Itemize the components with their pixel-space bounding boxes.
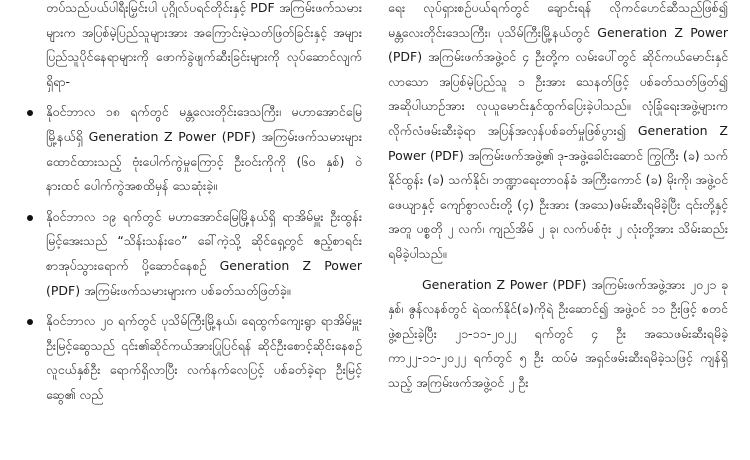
list-item-text: နိုဝင်ဘာလ ၁၉ ရက်တွင် မဟာအောင်မြေမြို့နယ်ရှိ ရာအိမ်မှူး ဦးထွန်းမြင့်အေးသည် “သိန်းသန်းဝေ” ခေါ်ကဲ့သို့ ဆိုင်ရှေ့တွင် ဧည့်စာရင်းစာအုပ်သွားရောက် ပို့ဆောင်နေစဉ် Generation Z Power (PDF) အကြမ်းဖက်သမားများက ပစ်ခတ်သတ်ဖြတ်ခဲ့။ (46, 208, 362, 298)
bullet-icon (27, 110, 33, 116)
list-item (24, 309, 362, 407)
incident-list (24, 100, 362, 407)
body-paragraph: Generation Z Power (PDF) အကြမ်းဖက်အဖွဲ့အား ၂၀၂၁ ခုနှစ်၊ ဇွန်လနစ်တွင် ရဲထက်နိုင်(ခ)ကိုရဲ ဦးဆောင်၍ အဖွဲ့ဝင် ၁၁ ဦးဖြင့် စတင်ဖွဲ့စည်းခဲ့ပြီး ၂၁-၁၁-၂၀၂၂ ရက်တွင် ၄ ဦး အသေဖမ်းဆီးရမိခဲ့ကာ၂၂-၁၁-၂၀၂၂ ရက်တွင် ၅ ဦး ထပ်မံ အရှင်ဖမ်းဆီးရမိခဲ့သဖြင့် ကျန်ရှိသည့် အကြမ်းဖက်အဖွဲ့ဝင် ၂ ဦး (388, 276, 728, 390)
body-paragraph: ရေး လုပ်ရှားစဉ်ပယ်ရက်တွင် ချောင်းရန် လိုကင်ပောင်ဆီသည်ဖြစ်၍ မန္တလေးတိုင်းဒေသကြီး၊ ပုသိမ်ကြီးမြို့နယ်တွင် Generation Z Power (PDF) အကြမ်းဖက်အဖွဲ့ဝင် ၄ ဦးတို့က လမ်းပေါ်တွင် ဆိုင်ကယ်မောင်းနှင်လာသော အပြစ်မဲ့ပြည်သူ ၁ ဦးအား သေနတ်ဖြင့် ပစ်ခတ်သတ်ဖြတ်၍ အဆိုပါယာဉ်အား လုယူမောင်းနှင်ထွက်ပြေးခဲ့ပါသည်။ လုံခြုံရေးအဖွဲ့များက လိုက်လံဖမ်းဆီးခဲ့ရာ အပြန်အလှန်ပစ်ခတ်မှုဖြစ်ပွား၍ Generation Z Power (PDF) အကြမ်းဖက်အဖွဲ့၏ ဒု-အဖွဲ့ခေါင်းဆောင် ကြွကြီး (ခ) သက်နိုင်ထွန်း (ခ) သက်နိုင်၊ ဘဏ္ဍာရေးတာဝန်ခံ အကြီးကောင် (ခ) မိုးကို၊ အဖွဲ့ဝင် ဖေယျာနှင့် ကျော်စွာလင်းတို့ (၄) ဦးအား (အသေ)ဖမ်းဆီးရမိခဲ့ပြီး ၎င်းတို့နှင့်အတူ ပစ္စတို ၂ လက်၊ ကျည်အိမ် ၂ ခု၊ လက်ပစ်ဗုံး ၂ လုံးတို့အား သိမ်းဆည်းရမိခဲ့ပါသည်။ (388, 0, 728, 261)
right-column (388, 0, 728, 396)
bullet-icon (27, 215, 33, 221)
intro-paragraph: တပ်သည်ပယ်ပါရီးမြှင်းပါ ပုဂ္ဂိုလ်ပရင်တိုင်းနှင့် PDF အကြမ်းဖက်သမားများက အပြစ်မဲ့ပြည်သူများအား အကြောင်းမဲ့သတ်ဖြတ်ခြင်းနှင့် အများပြည်သူပိုင်နေရာများကို ဖောက်ခွဲဖျက်ဆီးခြင်းများကို လုပ်ဆောင်လျက်ရှိရာ- (46, 0, 362, 89)
list-item-text: နိုဝင်ဘာလ ၂၀ ရက်တွင် ပုသိမ်ကြီးမြို့နယ်၊ ရေထွက်ကျေးရွာ ရာအိမ်မှူး ဦးမြင့်ဆွေသည် ၎င်း၏ဆိုင်ကယ်အားပြုပြင်ရန် ဆိုင်ဦးစောင့်ဆိုင်းနေစဉ် လူငယ်နှစ်ဦး ရောက်ရှိလာပြီး လက်နက်လေပြင့် ပစ်ခတ်ခဲ့ရာ ဦးမြင့်ဆွေ၏ လည် (46, 313, 362, 402)
list-item (24, 100, 362, 198)
left-column (24, 0, 362, 414)
bullet-icon (27, 319, 33, 325)
list-item (24, 205, 362, 303)
list-item-text: နိုဝင်ဘာလ ၁၈ ရက်တွင် မန္တလေးတိုင်းဒေသကြီး၊ မဟာအောင်မြေမြို့နယ်ရှိ Generation Z Power (PDF) အကြမ်းဖက်သမားများထောင်ထားသည့် ဗုံးပေါက်ကွဲမှုကြောင့် ဦးဝင်းကိုကို (၆၀ နှစ်) ဝဲနားထင် ပေါက်ကွဲအစထိမှန် သေဆုံးခဲ့။ (46, 104, 362, 194)
